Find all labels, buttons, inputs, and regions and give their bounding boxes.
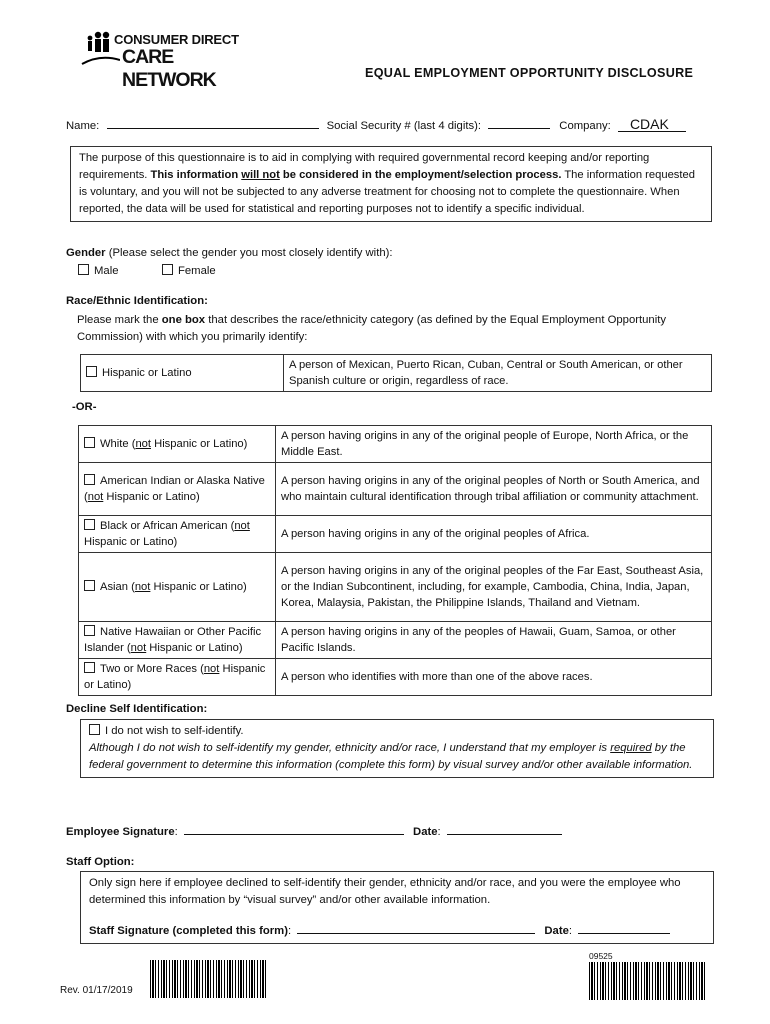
staff-signature-row: Staff Signature (completed this form): Date: bbox=[89, 921, 705, 940]
gender-section bbox=[66, 247, 393, 259]
gender-prompt: (Please select the gender you most closely identify with): bbox=[108, 247, 393, 259]
revision-date: Rev. 01/17/2019 bbox=[60, 985, 133, 996]
hispanic-option[interactable] bbox=[81, 355, 284, 392]
gender-male-label: Male bbox=[94, 265, 119, 277]
gender-option-male[interactable] bbox=[78, 264, 119, 277]
table-row bbox=[79, 463, 712, 516]
race-label-post: Hispanic or Latino) bbox=[103, 491, 200, 503]
staff-signature-label: Staff Signature (completed this form) bbox=[89, 925, 288, 937]
not-word: not bbox=[134, 581, 151, 593]
race-option-white[interactable] bbox=[79, 426, 276, 463]
checkbox-icon bbox=[162, 264, 173, 275]
race-option-native-hawaiian[interactable] bbox=[79, 622, 276, 659]
employee-date-label: Date bbox=[413, 826, 438, 838]
company-field[interactable] bbox=[618, 118, 686, 132]
company-value: CDAK bbox=[629, 116, 669, 132]
intro-bold-b: be considered in the employment/selection process. bbox=[282, 169, 562, 181]
checkbox-icon bbox=[84, 625, 95, 636]
name-field[interactable] bbox=[107, 116, 319, 129]
race-desc: A person having origins in any of the original peoples of North or South America, and who maintain cultural identification through tribal affiliation or community attachment. bbox=[276, 463, 712, 516]
intro-bold-a: This information bbox=[150, 169, 239, 181]
name-label: Name: bbox=[66, 120, 100, 132]
not-word: not bbox=[87, 491, 104, 503]
race-desc: A person having origins in any of the original peoples of Africa. bbox=[276, 516, 712, 553]
form-code: 09525 bbox=[589, 951, 613, 961]
staff-text: Only sign here if employee declined to self-identify their gender, ethnicity and/or race, and you were the employee who determined this information by “visual survey” and/or other available information. bbox=[89, 877, 681, 906]
decline-heading: Decline Self Identification: bbox=[66, 703, 208, 715]
race-label-pre: Asian ( bbox=[100, 581, 135, 593]
race-desc: A person having origins in any of the peoples of Hawaii, Guam, Samoa, or other Pacific Islands. bbox=[276, 622, 712, 659]
intro-text-1: The purpose of this questionnaire is to aid in complying with required governmental record keeping and/or reporting requirements. bbox=[79, 152, 650, 181]
checkbox-icon bbox=[84, 519, 95, 530]
barcode-left bbox=[150, 960, 268, 998]
table-row bbox=[79, 553, 712, 622]
table-row bbox=[79, 426, 712, 463]
race-label-pre: White ( bbox=[100, 438, 136, 450]
not-word: not bbox=[130, 642, 147, 654]
hispanic-label: Hispanic or Latino bbox=[102, 367, 192, 379]
ssn-label: Social Security # (last 4 digits): bbox=[326, 120, 482, 132]
not-word: not bbox=[135, 438, 151, 450]
race-label-pre: Two or More Races ( bbox=[100, 663, 204, 675]
staff-box bbox=[80, 871, 714, 944]
decline-note-b: by the federal government to determine this information (complete this form) by visual survey and/or other available information. bbox=[89, 742, 693, 771]
decline-note bbox=[89, 740, 705, 774]
race-label-pre: Black or African American ( bbox=[100, 520, 235, 532]
race-label-pre: Native Hawaiian or Other Pacific Islander ( bbox=[84, 626, 262, 654]
checkbox-icon bbox=[78, 264, 89, 275]
checkbox-icon bbox=[84, 662, 95, 673]
hispanic-table bbox=[80, 354, 712, 392]
intro-bold-under: will not bbox=[241, 169, 280, 181]
logo-line1: CONSUMER DIRECT bbox=[114, 32, 239, 47]
race-label-post: Hispanic or Latino) bbox=[146, 642, 243, 654]
decline-option[interactable] bbox=[89, 723, 705, 740]
company-label: Company: bbox=[559, 120, 611, 132]
table-row bbox=[79, 622, 712, 659]
intro-text-2: The information requested is voluntary, and you will not be subjected to any adverse treatment for choosing not to complete the questionnaire. When reported, the data will be used for statistical and reporting purposes not to identify a specific individual. bbox=[79, 169, 695, 215]
race-desc: A person having origins in any of the original people of Europe, North Africa, or the Middle East. bbox=[276, 426, 712, 463]
page-title: EQUAL EMPLOYMENT OPPORTUNITY DISCLOSURE bbox=[365, 66, 694, 80]
staff-date-label: Date bbox=[544, 925, 569, 937]
or-label: -OR- bbox=[72, 401, 97, 413]
race-label-pre: American Indian or Alaska Native ( bbox=[84, 475, 265, 503]
race-label-post: Hispanic or Latino) bbox=[84, 536, 178, 548]
race-heading: Race/Ethnic Identification: bbox=[66, 295, 208, 307]
decline-note-a: Although I do not wish to self-identify my gender, ethnicity and/or race, I understand that my employer is bbox=[89, 742, 608, 754]
decline-box bbox=[80, 719, 714, 778]
race-option-american-indian[interactable] bbox=[79, 463, 276, 516]
staff-date-field[interactable] bbox=[578, 921, 670, 934]
checkbox-icon bbox=[84, 474, 95, 485]
race-desc: A person who identifies with more than one of the above races. bbox=[276, 659, 712, 696]
checkbox-icon bbox=[84, 437, 95, 448]
table-row bbox=[81, 355, 712, 392]
hispanic-desc: A person of Mexican, Puerto Rican, Cuban, Central or South American, or other Spanish culture or origin, regardless of race. bbox=[284, 355, 712, 392]
race-option-asian[interactable] bbox=[79, 553, 276, 622]
decline-note-under: required bbox=[610, 742, 652, 754]
staff-heading: Staff Option: bbox=[66, 856, 135, 868]
table-row bbox=[79, 659, 712, 696]
table-row bbox=[79, 516, 712, 553]
decline-option-label: I do not wish to self-identify. bbox=[105, 725, 244, 737]
employee-date-field[interactable] bbox=[447, 822, 562, 835]
gender-option-female[interactable] bbox=[162, 264, 216, 277]
logo-line2: CARE NETWORK bbox=[122, 46, 216, 91]
intro-box bbox=[70, 146, 712, 222]
checkbox-icon bbox=[89, 724, 100, 735]
employee-signature-row: Employee Signature: Date: bbox=[66, 822, 562, 838]
race-option-two-or-more[interactable] bbox=[79, 659, 276, 696]
race-desc: A person having origins in any of the original peoples of the Far East, Southeast Asia, or the Indian Subcontinent, including, for example, Cambodia, China, India, Japan, Korea, Malaysia, Pakistan, the Philippine Islands, Thailand and Vietnam. bbox=[276, 553, 712, 622]
barcode-right bbox=[589, 962, 707, 1000]
gender-female-label: Female bbox=[178, 265, 216, 277]
race-label-post: Hispanic or Latino) bbox=[151, 438, 248, 450]
ssn-field[interactable] bbox=[488, 116, 550, 129]
staff-signature-field[interactable] bbox=[297, 921, 535, 934]
race-instr-a: Please mark the bbox=[77, 314, 159, 326]
not-word: not bbox=[234, 520, 250, 532]
race-table bbox=[78, 425, 712, 696]
employee-signature-label: Employee Signature bbox=[66, 826, 175, 838]
checkbox-icon bbox=[84, 580, 95, 591]
race-instr-bold: one box bbox=[161, 314, 206, 326]
checkbox-icon bbox=[86, 366, 97, 377]
employee-signature-field[interactable] bbox=[184, 822, 404, 835]
company-logo bbox=[80, 26, 265, 91]
race-instructions bbox=[77, 312, 687, 346]
race-instr-b: that describes the race/ethnicity category (as defined by the Equal Employment Opportunity Commission) with which you primarily identify: bbox=[77, 314, 667, 343]
race-label-post: Hispanic or Latino) bbox=[150, 581, 247, 593]
header-fields bbox=[66, 116, 726, 132]
race-label-post: Hispanic or Latino) bbox=[84, 663, 266, 691]
race-option-black[interactable] bbox=[79, 516, 276, 553]
not-word: not bbox=[203, 663, 220, 675]
gender-label: Gender bbox=[66, 247, 106, 259]
